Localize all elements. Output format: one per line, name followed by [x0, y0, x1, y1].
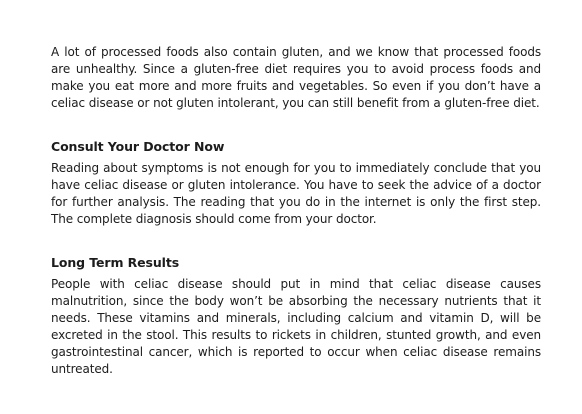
- section-paragraph-long-term-results: People with celiac disease should put in mind that celiac disease causes malnutrition, since the body won’t be absorbing the necessary nutrients that it needs. These vitamins and minerals, including calcium and vitamin D, will be excreted in the stool. This results to rickets in children, stunted growth, and even gastrointestinal cancer, which is reported to occur when celiac disease remains untreated.: [51, 277, 541, 376]
- section-heading-long-term-results: Long Term Results: [51, 255, 180, 270]
- document-page: [51, 44, 541, 378]
- intro-paragraph: A lot of processed foods also contain gluten, and we know that processed foods are unhealthy. Since a gluten-free diet requires you to avoid process foods and make you eat more and more fruits and vegetables. So even if you don’t have a celiac disease or not gluten intolerant, you can still benefit from a gluten-free diet.: [51, 45, 541, 110]
- section-heading-consult-doctor: Consult Your Doctor Now: [51, 139, 225, 154]
- section-paragraph-consult-doctor: Reading about symptoms is not enough for you to immediately conclude that you have celiac disease or gluten intolerance. You have to seek the advice of a doctor for further analysis. The reading that you do in the internet is only the first step. The complete diagnosis should come from your doctor.: [51, 161, 541, 226]
